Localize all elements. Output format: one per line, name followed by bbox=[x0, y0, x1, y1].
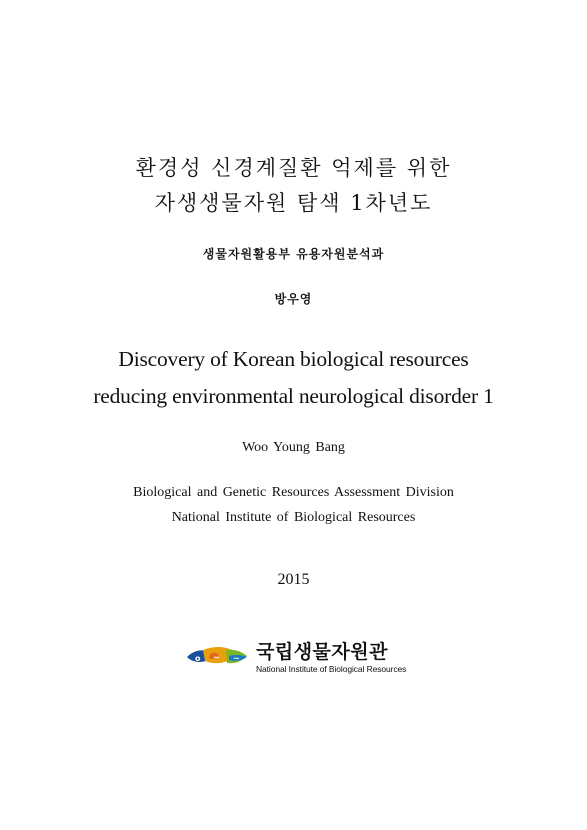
korean-author: 방우영 bbox=[274, 292, 313, 306]
svg-text:~: ~ bbox=[233, 654, 240, 663]
svg-text:o: o bbox=[195, 654, 201, 663]
english-division: Biological and Genetic Resources Assessment Division bbox=[133, 485, 454, 500]
logo-name-english: National Institute of Biological Resources bbox=[256, 664, 407, 674]
institute-logo bbox=[186, 638, 416, 678]
english-title-line-2: reducing environmental neurological disorder 1 bbox=[93, 384, 494, 408]
english-author: Woo Young Bang bbox=[242, 440, 345, 455]
korean-title-line-2: 자생생물자원 탐색 1차년도 bbox=[154, 191, 433, 215]
korean-department: 생물자원활용부 유용자원분석과 bbox=[202, 247, 385, 261]
english-title-line-1: Discovery of Korean biological resources bbox=[118, 347, 469, 371]
logo-name-korean: 국립생물자원관 bbox=[256, 641, 388, 663]
publication-year: 2015 bbox=[277, 571, 310, 588]
english-institute: National Institute of Biological Resources bbox=[171, 510, 416, 525]
korean-title-line-1: 환경성 신경계질환 억제를 위한 bbox=[135, 156, 452, 180]
nibr-emblem-icon bbox=[186, 646, 248, 668]
svg-text:~: ~ bbox=[213, 653, 220, 662]
